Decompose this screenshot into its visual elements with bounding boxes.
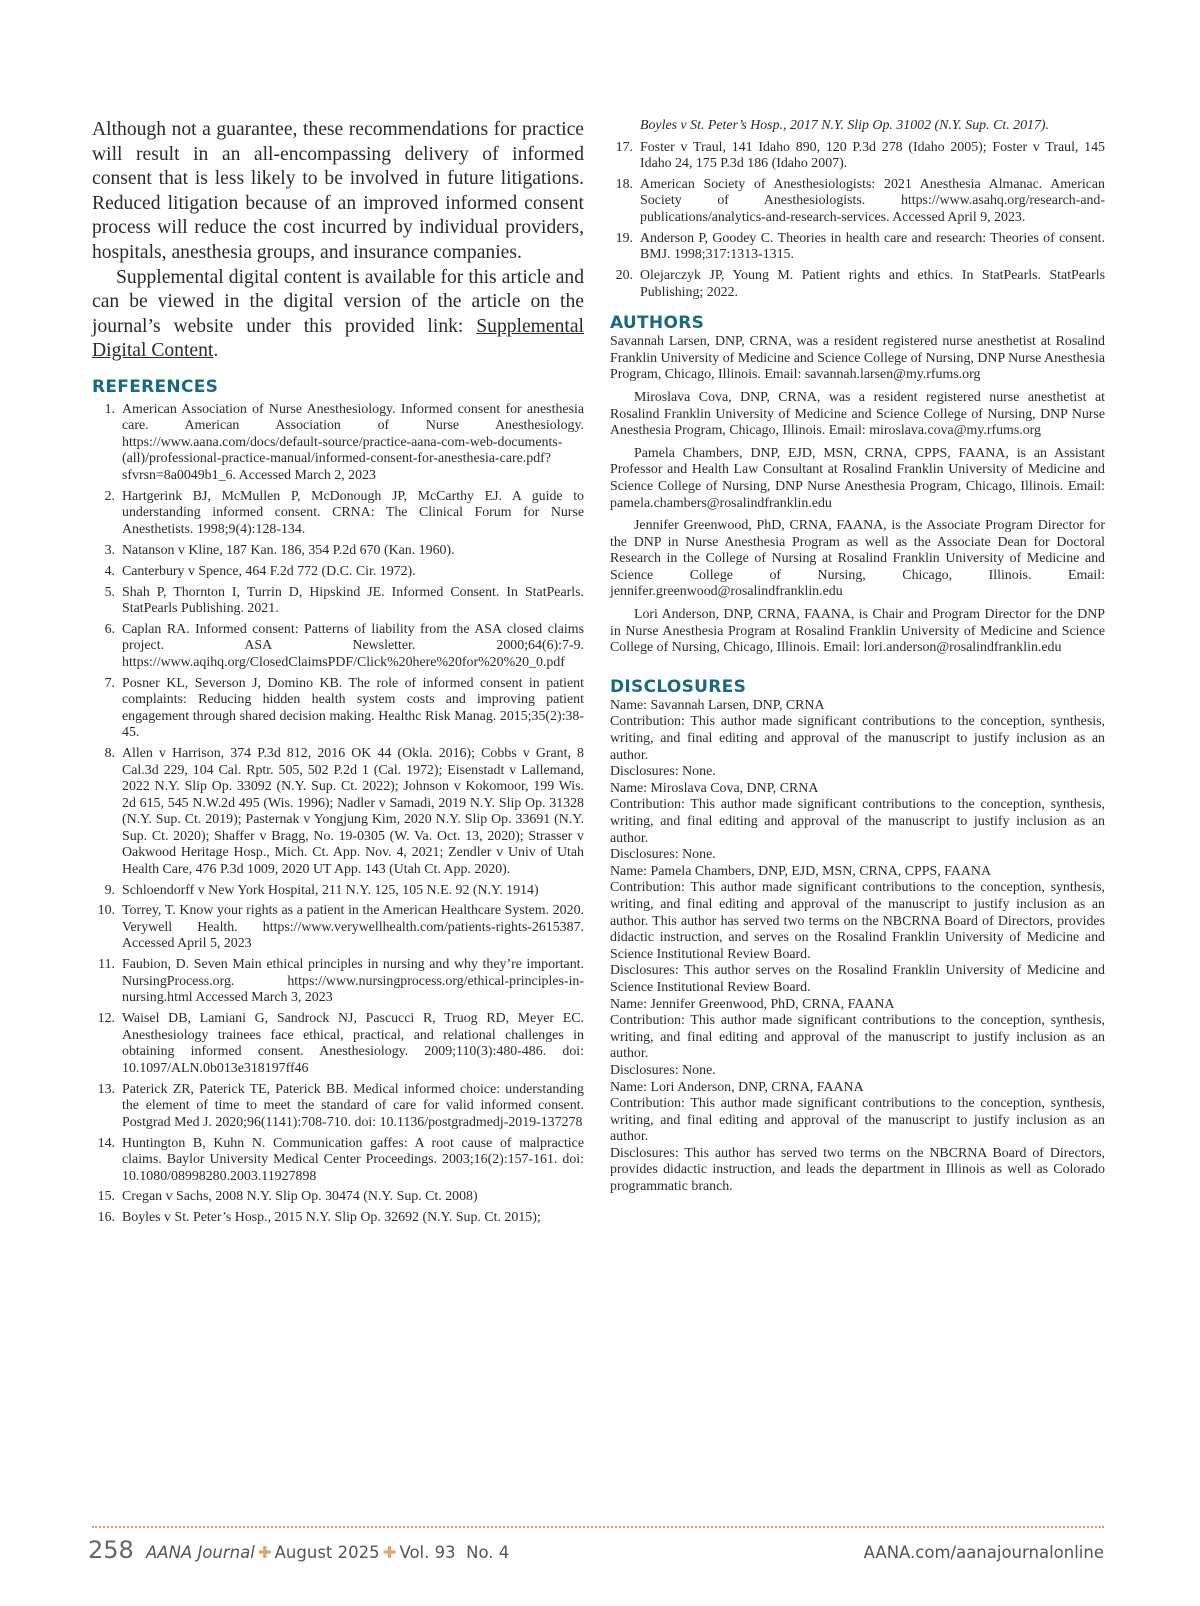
reference-text: Torrey, T. Know your rights as a patient in the American Healthcare System. 2020. Verywell Health. https://www.verywellhealth.com/patients-rights-2615387. Accessed April 5, 2023 <box>122 903 584 952</box>
reference-number: 15. <box>97 1189 115 1205</box>
reference-item <box>92 1082 584 1132</box>
reference-number: 13. <box>97 1081 115 1097</box>
reference-item <box>92 903 584 953</box>
supplemental-paragraph <box>92 266 584 364</box>
reference-text: Shah P, Thornton I, Turrin D, Hipskind JE. Informed Consent. In StatPearls. StatPearls Publishing. 2021. <box>122 584 584 616</box>
reference-text: Foster v Traul, 141 Idaho 890, 120 P.3d 278 (Idaho 2005); Foster v Traul, 145 Idaho 24, 175 P.3d 186 (Idaho 2007). <box>640 139 1105 171</box>
reference-item <box>610 231 1105 264</box>
journal-name: AANA Journal <box>146 1543 255 1562</box>
reference-number: 3. <box>104 542 115 558</box>
reference-number: 17. <box>615 139 633 155</box>
reference-item <box>92 489 584 539</box>
reference-number: 5. <box>104 584 115 600</box>
disclosure-line: Name: Lori Anderson, DNP, CRNA, FAANA <box>610 1079 864 1095</box>
reference-text: Canterbury v Spence, 464 F.2d 772 (D.C. Cir. 1972). <box>122 563 416 579</box>
reference-item <box>610 140 1105 173</box>
reference-item <box>92 676 584 742</box>
supplemental-content-link[interactable]: Supplemental Digital Content <box>92 315 584 362</box>
disclosures-section <box>610 698 1105 1196</box>
journal-info <box>146 1543 509 1562</box>
reference-number: 16. <box>97 1210 115 1226</box>
reference-number: 12. <box>97 1011 115 1027</box>
reference-text: American Society of Anesthesiologists: 2021 Anesthesia Almanac. American Society of Anesthesiologists. https://www.asahq.org/research-and-publications/analytics-and-research-services. Accessed April 9, 2023. <box>640 176 1105 225</box>
issue-date: August 2025 <box>274 1543 380 1562</box>
right-column <box>610 118 1105 1196</box>
author-bio: Lori Anderson, DNP, CRNA, FAANA, is Chair and Program Director for the DNP in Nurse Anesthesia Program at Rosalind Franklin University of Medicine and Science College of Nursing, Chicago, Illinois. Email: lori.anderson@rosalindfranklin.edu <box>610 607 1105 656</box>
reference-text: Schloendorff v New York Hospital, 211 N.Y. 125, 105 N.E. 92 (N.Y. 1914) <box>122 882 539 898</box>
journal-website-link[interactable]: AANA.com/aanajournalonline <box>863 1543 1104 1562</box>
reference-text: Caplan RA. Informed consent: Patterns of liability from the ASA closed claims project. ASA Newsletter. 2000;64(6):7-9. https://www.aqihq.org/ClosedClaimsPDF/Click%20here%20for%20%20_0.pdf <box>122 621 584 670</box>
reference-number: 9. <box>104 882 115 898</box>
disclosure-line: Disclosures: This author has served two terms on the NBCRNA Board of Directors, provides didactic instruction, and leads the department in Illinois as well as Colorado programmatic branch. <box>610 1145 1105 1195</box>
plus-separator-icon: ✚ <box>257 1543 272 1562</box>
reference-number: 10. <box>97 903 115 919</box>
reference-number: 2. <box>104 488 115 504</box>
reference-text: Olejarczyk JP, Young M. Patient rights and ethics. In StatPearls. StatPearls Publishing; 2022. <box>640 268 1105 300</box>
reference-text: Paterick ZR, Paterick TE, Paterick BB. Medical informed choice: understanding the element of time to meet the standard of care for valid informed consent. Postgrad Med J. 2020;96(1141):708-710. doi: 10.1136/postgradmedj-2019-137278 <box>122 1081 584 1130</box>
author-bio: Jennifer Greenwood, PhD, CRNA, FAANA, is the Associate Program Director for the DNP in Nurse Anesthesia Program as well as the Associate Dean for Doctoral Research in the College of Nursing at Rosalind Franklin University of Medicine and Science College of Nursing, Chicago, Illinois. Email: jennifer.greenwood@rosalindfranklin.edu <box>610 518 1105 600</box>
reference-item <box>92 1189 584 1206</box>
reference-item <box>92 746 584 878</box>
reference-item <box>92 543 584 560</box>
reference-item <box>92 585 584 618</box>
reference-item <box>610 177 1105 227</box>
disclosure-line: Contribution: This author made significant contributions to the conception, synthesis, writing, and final editing and approval of the manuscript to justify inclusion as an author. <box>610 797 1105 846</box>
body-paragraph: Although not a guarantee, these recommendations for practice will result in an all-encompassing delivery of informed consent that is less likely to be involved in future litigations. Reduced litigation because of an improved informed consent process will reduce the cost incurred by individual providers, hospitals, anesthesia groups, and insurance companies. <box>92 119 584 263</box>
reference-text: Faubion, D. Seven Main ethical principles in nursing and why they’re important. NursingProcess.org. https://www.nursingprocess.org/ethical-principles-in-nursing.html Accessed March 3, 2023 <box>122 957 584 1006</box>
author-bio: Pamela Chambers, DNP, EJD, MSN, CRNA, CPPS, FAANA, is an Assistant Professor and Health Law Consultant at Rosalind Franklin University of Medicine and Science College of Nursing, DNP Nurse Anesthesia Program, Chicago, Illinois. Email: pamela.chambers@rosalindfranklin.edu <box>610 445 1105 511</box>
reference-text: Waisel DB, Lamiani G, Sandrock NJ, Pascucci R, Truog RD, Meyer EC. Anesthesiology trainees face ethical, practical, and relational challenges in obtaining informed consent. Anesthesiology. 2009;110(3):480-486. doi: 10.1097/ALN.0b013e318197ff46 <box>122 1011 584 1076</box>
reference-text: Boyles v St. Peter’s Hosp., 2015 N.Y. Slip Op. 32692 (N.Y. Sup. Ct. 2015); <box>122 1210 541 1226</box>
author-bio: Savannah Larsen, DNP, CRNA, was a resident registered nurse anesthetist at Rosalind Franklin University of Medicine and Science College of Nursing, DNP Nurse Anesthesia Program, Chicago, Illinois. Email: savannah.larsen@my.rfums.org <box>610 334 1105 383</box>
left-column <box>92 118 584 1231</box>
reference-number: 18. <box>615 176 633 192</box>
references-list <box>92 402 584 1227</box>
reference-text: Huntington B, Kuhn N. Communication gaffes: A root cause of malpractice claims. Baylor University Medical Center Proceedings. 2003;16(2):157-161. doi: 10.1080/08998280.2003.11927898 <box>122 1135 584 1184</box>
disclosure-line: Disclosures: This author serves on the Rosalind Franklin University of Medicine and Science Institutional Review Board. <box>610 963 1105 995</box>
disclosure-line: Disclosures: None. <box>610 1062 716 1078</box>
reference-item <box>92 1136 584 1186</box>
supplemental-text: Supplemental digital content is available for this article and can be viewed in the digital version of the article on the journal’s website under this provided link: <box>92 266 584 337</box>
disclosure-line: Contribution: This author made significant contributions to the conception, synthesis, writing, and final editing and approval of the manuscript to justify inclusion as an author. <box>610 1096 1105 1145</box>
reference-number: 1. <box>104 401 115 417</box>
plus-separator-icon: ✚ <box>382 1543 397 1562</box>
reference-number: 19. <box>615 230 633 246</box>
reference-text: Cregan v Sachs, 2008 N.Y. Slip Op. 30474 (N.Y. Sup. Ct. 2008) <box>122 1189 478 1205</box>
reference-item <box>92 957 584 1007</box>
reference-text: Allen v Harrison, 374 P.3d 812, 2016 OK 44 (Okla. 2016); Cobbs v Grant, 8 Cal.3d 229, 104 Cal. Rptr. 505, 502 P.2d 1 (Cal. 1972); Eisenstadt v Lallemand, 2022 N.Y. Slip Op. 33092 (N.Y. Sup. Ct. 2022); Johnson v Kokomoor, 199 Wis. 2d 615, 545 N.W.2d 495 (Wis. 1996); Nadler v Samadi, 2019 N.Y. Slip Op. 31328 (N.Y. Sup. Ct. 2019); Pasternak v Yongjung Kim, 2020 N.Y. Slip Op. 33691 (N.Y. Sup. Ct. 2020); Shaffer v Bragg, No. 19-0305 (W. Va. Oct. 13, 2020); Strasser v Oakwood Heritage Hosp., Mich. Ct. App. Nov. 4, 2021; Zendler v Univ of Utah Health Care, 476 P.3d 1009, 2020 UT App. 143 (Utah Ct. App. 2020). <box>122 746 584 877</box>
author-bio: Miroslava Cova, DNP, CRNA, was a resident registered nurse anesthetist at Rosalind Franklin University of Medicine and Science College of Nursing, DNP Nurse Anesthesia Program, Chicago, Illinois. Email: miroslava.cova@my.rfums.org <box>610 389 1105 439</box>
reference-number: 4. <box>104 563 115 579</box>
reference-number: 6. <box>104 621 115 637</box>
reference-text: Natanson v Kline, 187 Kan. 186, 354 P.2d 670 (Kan. 1960). <box>122 542 455 558</box>
volume-number: Vol. 93 No. 4 <box>399 1543 510 1562</box>
references-heading: REFERENCES <box>92 376 219 397</box>
reference-continuation: Boyles v St. Peter’s Hosp., 2017 N.Y. Slip Op. 31002 (N.Y. Sup. Ct. 2017). <box>640 118 1050 133</box>
reference-number: 20. <box>615 268 633 284</box>
reference-number: 11. <box>98 957 115 973</box>
period: . <box>213 340 219 362</box>
reference-item <box>92 1011 584 1077</box>
page-number: 258 <box>88 1536 134 1564</box>
reference-number: 8. <box>104 746 115 762</box>
reference-text: Posner KL, Severson J, Domino KB. The role of informed consent in patient complaints: Reducing hidden health system costs and improving patient engagement through shared decision making. Healthc Risk Manag. 2015;35(2):38-45. <box>122 675 584 741</box>
reference-item <box>610 268 1105 301</box>
reference-text: American Association of Nurse Anesthesiology. Informed consent for anesthesia care. American Association of Nurse Anesthesiology. https://www.aana.com/docs/default-source/practice-aana-com-web-documents-(all)/professional-practice-manual/informed-consent-for-anesthesia-care.pdf?sfvrsn=8a0049b1_6. Accessed March 2, 2023 <box>122 401 584 483</box>
disclosure-line: Name: Jennifer Greenwood, PhD, CRNA, FAANA <box>610 996 895 1012</box>
disclosure-line: Contribution: This author made significant contributions to the conception, synthesis, writing, and final editing and approval of the manuscript to justify inclusion as an author. <box>610 714 1105 763</box>
reference-item <box>92 883 584 900</box>
footer-divider <box>92 1526 1104 1528</box>
reference-number: 7. <box>104 675 115 691</box>
disclosure-line: Name: Savannah Larsen, DNP, CRNA <box>610 697 825 713</box>
disclosure-line: Contribution: This author made significant contributions to the conception, synthesis, writing, and final editing and approval of the manuscript to justify inclusion as an author. This author has served two terms on the NBCRNA Board of Directors, provides didactic instruction, and serves on the Rosalind Franklin University of Medicine and Science Institutional Review Board. <box>610 880 1105 962</box>
disclosures-heading: DISCLOSURES <box>610 676 747 697</box>
disclosure-line: Name: Miroslava Cova, DNP, CRNA <box>610 780 819 796</box>
reference-text: Anderson P, Goodey C. Theories in health care and research: Theories of consent. BMJ. 1998;317:1313-1315. <box>640 230 1105 263</box>
reference-text: Hartgerink BJ, McMullen P, McDonough JP, McCarthy EJ. A guide to understanding informed consent. CRNA: The Clinical Forum for Nurse Anesthetists. 1998;9(4):128-134. <box>122 488 584 537</box>
reference-item <box>92 402 584 485</box>
reference-item <box>92 622 584 672</box>
disclosure-line: Name: Pamela Chambers, DNP, EJD, MSN, CRNA, CPPS, FAANA <box>610 863 991 879</box>
page-footer <box>88 1538 1104 1572</box>
references-list-continued <box>610 140 1105 302</box>
authors-section <box>610 334 1105 657</box>
reference-number: 14. <box>97 1135 115 1151</box>
disclosure-line: Disclosures: None. <box>610 847 716 863</box>
authors-heading: AUTHORS <box>610 313 705 334</box>
disclosure-line: Disclosures: None. <box>610 764 716 780</box>
reference-item <box>92 1210 584 1227</box>
disclosure-line: Contribution: This author made significant contributions to the conception, synthesis, writing, and final editing and approval of the manuscript to justify inclusion as an author. <box>610 1013 1105 1062</box>
reference-item <box>92 564 584 581</box>
